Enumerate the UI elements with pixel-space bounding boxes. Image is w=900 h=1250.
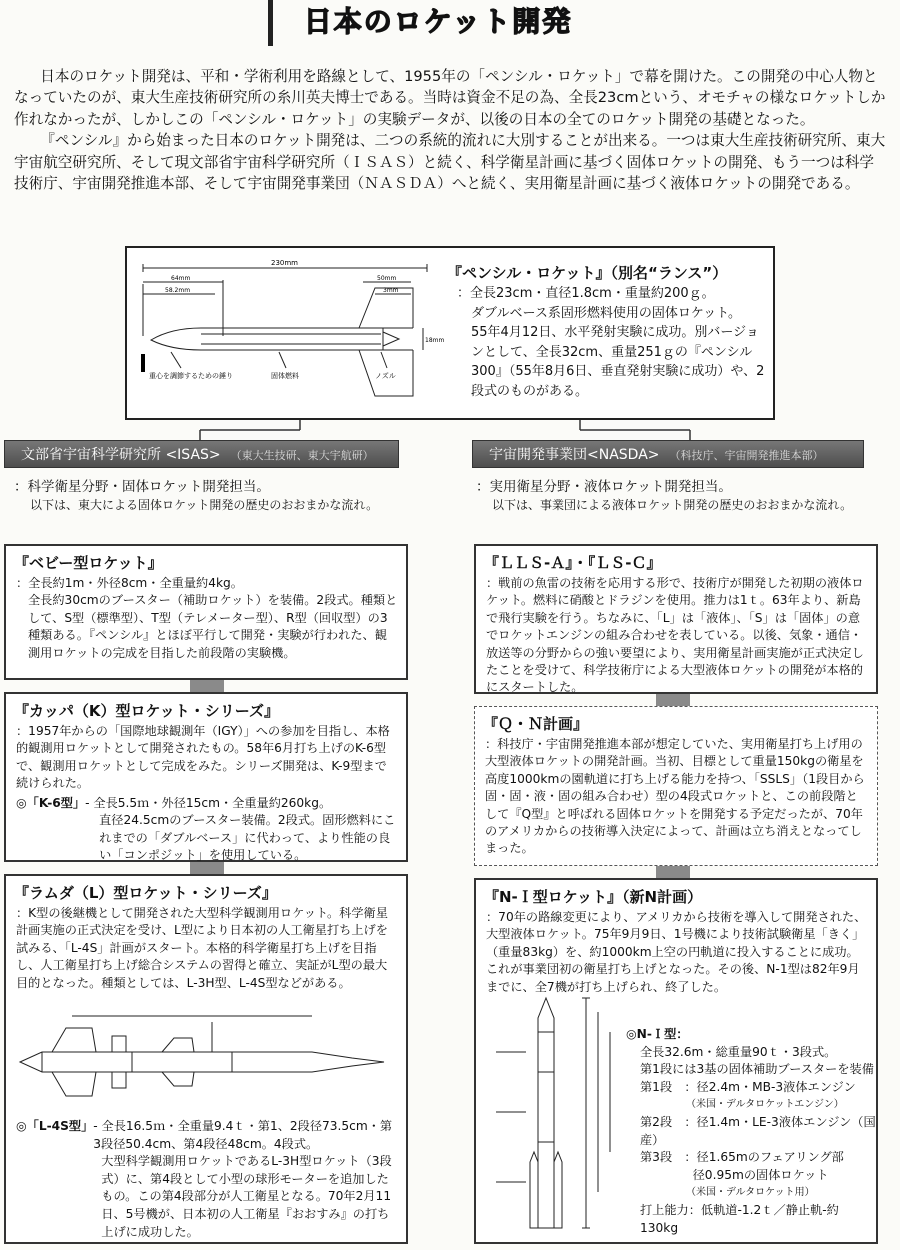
qn-line: ：科技庁・宇宙開発推進本部が想定していた、実用衛星打ち上げ用の大型液体ロケットの開発計画。当初、目標として重量150kgの衛星を高度1000kmの園軌道に打ち上げる能力を持つ、「SSLS」（1段目から固・固・液・固の組み合わせ）型の4段式ロケットと、この前段階として『Q型』と呼ばれる固体ロケットを開発する予定だったが、70年のアメリカからの技術導入決定によって、計画は立ち消えとなってしまった。 — [485, 737, 865, 856]
isas-desc-line: ：科学衛星分野・固体ロケット開発担当。 — [14, 479, 270, 495]
dim-total-label: 230mm — [271, 259, 298, 267]
title-rule — [268, 0, 273, 46]
lls-rocket-box — [474, 544, 878, 694]
lambda-body — [16, 905, 398, 992]
lambda-spec-text — [93, 1118, 398, 1241]
isas-bar — [4, 440, 399, 468]
part-label: 重心を調節するための錘り — [149, 372, 233, 380]
connector — [190, 862, 224, 874]
lambda-rocket-box — [4, 874, 408, 1244]
n1-title: 『N-Ｉ型ロケット』（新N計画） — [484, 888, 703, 906]
n1-rocket-diagram — [486, 992, 636, 1242]
nasda-bar-sub: （科技庁、宇宙開発推進本部） — [669, 449, 824, 462]
n1-spec-line: 全長32.6m・総重量90ｔ・3段式。 — [640, 1044, 837, 1059]
dim-label: 50mm — [377, 275, 397, 282]
kappa-spec-line: 直径24.5cmのブースター装備。2段式。固形燃料にこれまでの「ダブルベース」に代わって、より性能の良い「コンポジット」を使用している。 — [99, 813, 396, 863]
pencil-rocket-diagram — [131, 250, 445, 420]
qn-body — [485, 736, 869, 858]
n1-spec-line: 第1段 ：径2.4m・MB-3液体エンジン — [640, 1079, 856, 1094]
kappa-body — [16, 723, 398, 865]
intro-text — [14, 66, 886, 194]
title-area — [268, 0, 598, 46]
lls-line: ：戦前の魚雷の技術を応用する形で、技術庁が開発した初期の液体ロケット。燃料に硝酸とドラジンを使用。推力は1ｔ。63年より、新島で飛行実験を行う。ちなみに、「L」は「液体」、「S」は「固体」の意でロケットエンジンの組み合わせを表している。以後、気象・通信・放送等の分野からの強い要望により、実用衛星計画実施が正式決定したことを受けて、科学技術庁による大型液体ロケットの開発が本格的にスタートした。 — [486, 576, 864, 695]
kappa-line: ：1957年からの「国際地球観測年（IGY）」への参加を目指し、本格的観測用ロケットとして開発されたもの。58年6月打ち上げのK-6型で、観測用ロケットとして完成をみた。シリーズ開発は、K-9型まで続けられた。 — [16, 724, 390, 791]
nasda-desc — [476, 478, 876, 514]
n1-spec-line: 第2段 ：径1.4m・LE-3液体エンジン（国産） — [640, 1114, 876, 1147]
lambda-spec-line: 大型科学観測用ロケットであるL-3H型ロケット（3段式）に、第4段として小型の球形モーターを追加したもの。この第4段部分が人工衛星となる。70年2月11日、5号機が、日本初の人工衛星『おおすみ』の打ち上げに成功した。 — [101, 1154, 392, 1239]
dim-label: 58.2mm — [165, 287, 191, 294]
pencil-description — [457, 284, 765, 401]
baby-rocket-box — [4, 544, 408, 680]
intro-paragraph: 『ペンシル』から始まった日本のロケット開発は、二つの系統的流れに大別することが出来る。一つは東大生産技術研究所、東大宇宙航空研究所、そして現文部省宇宙科学研究所（ＩＳＡＳ）と続く、科学衛星計画に基づく固体ロケットの開発、もう一つは科学技術庁、宇宙開発推進本部、そして宇宙開発事業団（ＮＡＳＤＡ）へと続く、実用衛星計画に基づく液体ロケットの開発である。 — [14, 132, 886, 193]
nasda-desc-line: 以下は、事業団による液体ロケット開発の歴史のおおまかな流れ。 — [492, 498, 853, 512]
lambda-title: 『ラムダ（L）型ロケット・シリーズ』 — [14, 884, 277, 902]
qn-plan-box — [474, 706, 878, 866]
n1-body — [486, 909, 868, 996]
isas-bar-sub: （東大生技研、東大宇航研） — [230, 449, 374, 462]
nasda-bar — [472, 440, 864, 468]
baby-line: ：全長約1m・外径8cm・全重量約4kg。 — [16, 576, 243, 590]
part-label: 固体燃料 — [271, 372, 299, 380]
n1-spec-line: 打上能力：低軌道-1.2ｔ／静止軌-約130kg — [640, 1202, 839, 1235]
dim-label: 3mm — [383, 287, 399, 294]
pencil-title: 『ペンシル・ロケット』（別名“ランス”） — [447, 264, 728, 282]
baby-title: 『ベビー型ロケット』 — [14, 554, 163, 572]
lls-body — [486, 575, 868, 697]
flow-lines — [0, 418, 900, 442]
dim-label: 18mm — [425, 337, 445, 344]
lambda-line: ：K型の後継機として開発された大型科学観測用ロケット。科学衛星計画実施の正式決定を受け、L型により日本初の人工衛星打ち上げを試みる、「L-4S」計画がスタート。本格的科学衛星打ち上げを目指し、人工衛星打ち上げ総合システムの習得と確立、実証がL型の最大目的となった。種類としては、L-3H型、L-4S型などがある。 — [16, 906, 388, 990]
connector — [656, 694, 690, 706]
pencil-line: ダブルベース系固形燃料使用の固体ロケット。 — [471, 305, 742, 321]
l4s-rocket-diagram — [12, 1006, 402, 1110]
isas-bar-title: 文部省宇宙科学研究所 <ISAS> — [21, 447, 221, 463]
pencil-line: ：全長23cm・直径1.8cm・重量約200ｇ。 — [457, 286, 715, 301]
isas-desc — [14, 478, 414, 514]
lambda-spec-line: - 全長16.5ｍ・全重量9.4ｔ・第1、2段径73.5cm・第3段径50.4cm、第4段径48cm。4段式。 — [93, 1119, 393, 1151]
n1-rocket-box — [474, 878, 878, 1244]
kappa-rocket-box — [4, 692, 408, 862]
connector — [656, 866, 690, 878]
kappa-spec-label: ◎「K-6型」 — [16, 795, 86, 810]
kappa-spec-line: - 全長5.5ｍ・外径15cm・全重量約260kg。 — [85, 795, 332, 810]
intro-paragraph: 日本のロケット開発は、平和・学術利用を路線として、1955年の「ペンシル・ロケット」で幕を開けた。この開発の中心人物となっていたのが、東大生産技術研究所の糸川英夫博士である。当時は資金不足の為、全長23cmという、オモチャの様なロケットしか作れなかったが、しかしこの「ペンシル・ロケット」の実験データが、以後の日本の全てのロケット開発の基礎となった。 — [14, 68, 886, 128]
n1-spec-line: 径0.95mの固体ロケット — [640, 1167, 829, 1182]
kappa-spec-text — [85, 795, 398, 865]
qn-title: 『Ｑ・Ｎ計画』 — [483, 715, 589, 733]
dim-label: 64mm — [171, 275, 191, 282]
baby-line: 全長約30cmのブースター（補助ロケット）を装備。2段式。種類として、S型（標準型）、T型（テレメーター型）、R型（回収型）の3種類ある。『ペンシル』とほぼ平行して開発・実験が行われた、観測用ロケットの完成を目指した前段階の実験機。 — [28, 593, 398, 660]
kappa-spec — [16, 795, 398, 865]
lls-title: 『ＬＬＳ-Ａ』・『ＬＳ-Ｃ』 — [484, 554, 662, 572]
n1-line: ：70年の路線変更により、アメリカから技術を導入して開発された、大型液体ロケット。75年9月9日、1号機により技術試験衛星「きく」（重量83kg）を、約1000km上空の円軌道に投入することに成功。これが事業団初の衛星打ち上げとなった。その後、N-1型は82年9月までに、全7機が打ち上げられ、終了した。 — [486, 910, 867, 994]
n1-spec — [626, 1026, 876, 1237]
n1-spec-line: 第3段 ：径1.65mのフェアリング部 — [640, 1150, 844, 1165]
part-label: ノズル — [375, 372, 396, 380]
n1-spec-label: ◎N-Ｉ型： — [626, 1027, 689, 1041]
kappa-title: 『カッパ（K）型ロケット・シリーズ』 — [14, 702, 279, 720]
pencil-line: 55年4月12日、水平発射実験に成功。別バージョンとして、全長32cm、重量251ｇの『ペンシル300』（55年8月6日、垂直発射実験に成功）や、2段式のものがある。 — [471, 325, 765, 399]
connector — [190, 680, 224, 692]
pencil-rocket-box — [125, 246, 775, 420]
lambda-spec-label: ◎「L-4S型」 — [16, 1119, 94, 1133]
nasda-bar-title: 宇宙開発事業団<NASDA> — [489, 447, 660, 463]
baby-body — [16, 575, 398, 662]
n1-spec-line: 第1段には3基の固体補助ブースターを装備 — [640, 1062, 874, 1077]
n1-spec-line: （米国・デルタロケットエンジン） — [686, 1099, 844, 1111]
n1-spec-line: （米国・デルタロケット用） — [686, 1187, 815, 1199]
nasda-desc-line: ：実用衛星分野・液体ロケット開発担当。 — [476, 479, 732, 495]
lambda-spec — [16, 1118, 398, 1241]
page-title: 日本のロケット開発 — [303, 5, 573, 38]
isas-desc-line: 以下は、東大による固体ロケット開発の歴史のおおまかな流れ。 — [30, 498, 379, 512]
